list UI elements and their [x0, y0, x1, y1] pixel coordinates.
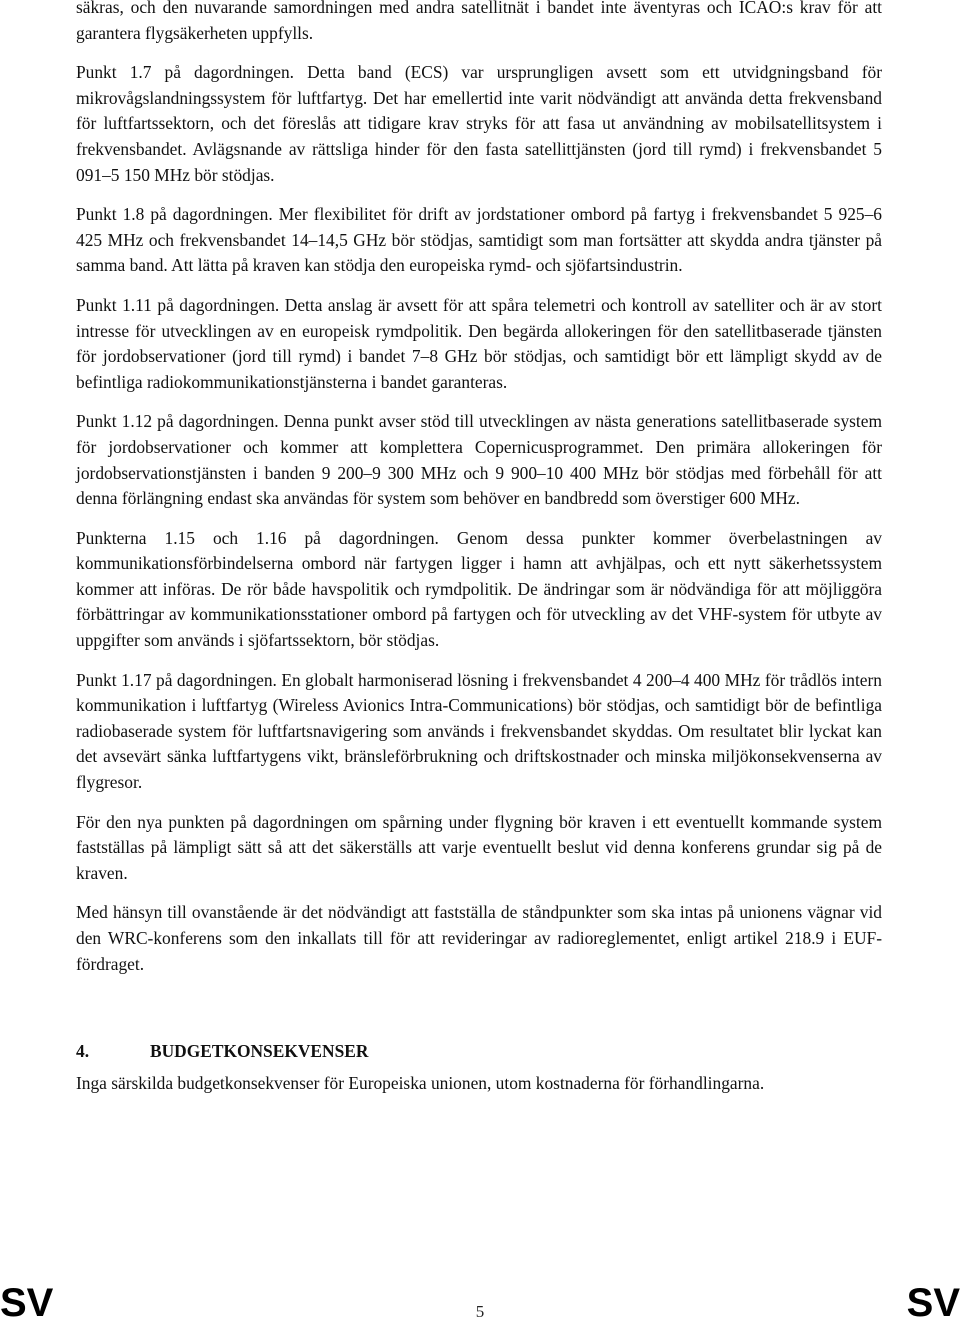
section-number: 4.	[76, 1041, 90, 1062]
paragraph-item-1-17: Punkt 1.17 på dagordningen. En globalt harmoniserad lösning i frekvensbandet 4 200–4 400 MHz för trådlös intern kommunikation i luftfartyg (Wireless Avionics Intra-Communications) bör stödjas, och samtidigt bör de befintliga radiobaserade system för luftfartsnavigering som används i frekvensbandet skyddas. Om resultatet blir lyckat kan det avsevärt sänka luftfartygens vikt, bränsleförbrukning och driftskostnader och minska miljökonsekvenserna av flygresor.	[76, 669, 882, 793]
section-text: Inga särskilda budgetkonsekvenser för Europeiska unionen, utom kostnaderna för förhandlingarna.	[76, 1072, 765, 1093]
paragraph-continuation: säkras, och den nuvarande samordningen med andra satellitnät i bandet inte äventyras och ICAO:s krav för att garantera flygsäkerheten uppfylls.	[76, 0, 882, 43]
paragraph-items-1-15-1-16: Punkterna 1.15 och 1.16 på dagordningen. Genom dessa punkter kommer överbelastningen av kommunikationsförbindelserna ombord när fartygen ligger i hamn att avhjälpas, och ett nytt säkerhetssystem kommer att införas. De rör både havspolitik och rymdpolitik. De ändringar som är nödvändiga för att möjliggöra förbättringar av kommunikationsstationer ombord på fartygen och för utveckling av det VHF-system för utbyte av uppgifter som används i sjöfartssektorn, bör stödjas.	[76, 527, 882, 651]
section-title: BUDGETKONSEKVENSER	[150, 1041, 369, 1062]
paragraph-item-1-7: Punkt 1.7 på dagordningen. Detta band (ECS) var ursprungligen avsett som ett utvidgningsband för mikrovågslandningssystem för luftfartyg. Det har emellertid inte varit nödvändigt att använda detta frekvensband för luftfartssektorn, och det föreslås att tidigare krav stryks för att fasa ut användning av mobilsatellitsystem i frekvensbandet. Avlägsnande av rättsliga hinder för den fasta satellittjänsten (jord till rymd) i frekvensbandet 5 091–5 150 MHz bör stödjas.	[76, 62, 882, 185]
paragraph-item-1-11: Punkt 1.11 på dagordningen. Detta anslag är avsett för att spåra telemetri och kontroll av satelliter och är av stort intresse för utvecklingen av en europeisk rymdpolitik. Den begärda allokeringen för den satellitbaserade tjänsten för jordobservationer (jord till rymd) i bandet 7–8 GHz bör stödjas, och samtidigt bör ett lämpligt skydd av de befintliga radiokommunikationstjänsterna i bandet garanteras.	[76, 294, 882, 392]
footer-language-left: SV	[0, 1281, 54, 1325]
document-page	[76, 0, 882, 1110]
page-number: 5	[475, 1302, 485, 1321]
paragraph-conclusion: Med hänsyn till ovanstående är det nödvändigt att fastställa de ståndpunkter som ska intas på unionens vägnar vid den WRC-konferens som den inkallats till för att revideringar av radioreglementet, enligt artikel 218.9 i EUF-fördraget.	[76, 902, 882, 974]
paragraph-item-1-8: Punkt 1.8 på dagordningen. Mer flexibilitet för drift av jordstationer ombord på fartyg i frekvensbandet 5 925–6 425 MHz och frekvensbandet 14–14,5 GHz bör stödjas, samtidigt som man fortsätter att skydda andra tjänster på samma band. Att lätta på kraven kan stödja den europeiska rymd- och sjöfartsindustrin.	[76, 204, 882, 276]
section-heading	[76, 1039, 882, 1065]
paragraph-item-1-12: Punkt 1.12 på dagordningen. Denna punkt avser stöd till utvecklingen av nästa generations satellitbaserade system för jordobservationer och kommer att komplettera Copernicusprogrammet. Den primära allokeringen för jordobservationstjänsten i banden 9 200–9 300 MHz och 9 900–10 400 MHz bör stödjas med förbehåll för att denna förlängning endast ska användas för system som behöver en bandbredd som överstiger 600 MHz.	[76, 411, 882, 509]
paragraph-flight-tracking: För den nya punkten på dagordningen om spårning under flygning bör kraven i ett eventuellt kommande system fastställas på lämpligt sätt så att det säkerställs att varje eventuellt beslut vid denna konferens grundar sig på de kraven.	[76, 811, 882, 883]
footer-language-right: SV	[906, 1281, 960, 1325]
